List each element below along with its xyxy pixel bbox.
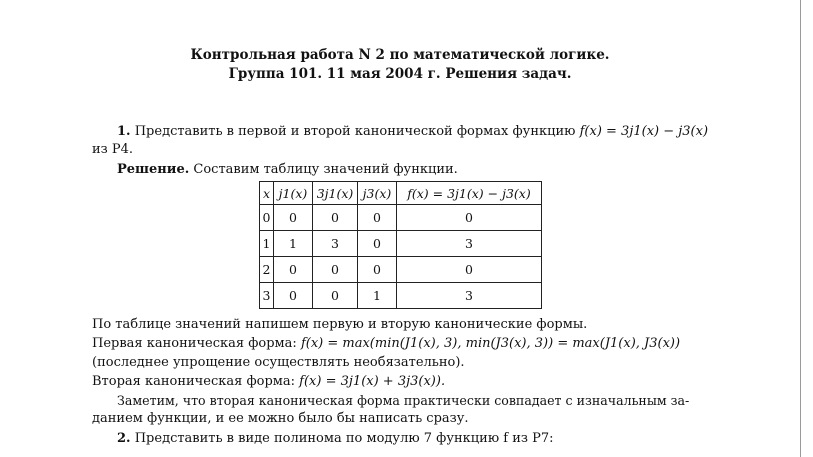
table-cell: 0 [358,205,397,231]
problem-2-number: 2. [117,431,131,446]
title-line-1: Контрольная работа N 2 по математической логике. [190,47,610,63]
second-form-label: Вторая каноническая форма: [92,374,296,389]
page-edge [800,0,801,457]
table-cell: 3 [260,283,274,309]
table-cell: 1 [260,231,274,257]
table-cell: 0 [274,283,313,309]
problem-1-formula: f(x) = 3j1(x) − j3(x) [579,124,709,139]
table-cell: 0 [274,205,313,231]
table-cell: 0 [313,257,358,283]
table-cell: 0 [313,283,358,309]
table-cell: 3 [397,231,542,257]
solution-text: Составим таблицу значений функции. [193,162,458,177]
table-cell: 0 [397,205,542,231]
table-row [260,257,542,283]
table-cell: 0 [260,205,274,231]
problem-1-line-1 [117,123,708,140]
table-header-row [260,182,542,205]
problem-1-number: 1. [117,124,131,139]
problem-1-text: Представить в первой и второй канонической формах функцию [134,124,576,139]
table-header: j3(x) [358,182,397,205]
table-cell: 0 [274,257,313,283]
second-canonical-form [92,373,445,390]
table-row [260,283,542,309]
table-cell: 2 [260,257,274,283]
table-cell: 0 [358,231,397,257]
solution-label: Решение. [117,162,190,177]
table-row [260,231,542,257]
document-title [0,46,800,84]
table-cell: 3 [397,283,542,309]
first-form-formula: f(x) = max(min(J1(x), 3), min(J3(x), 3)) = max(J1(x), J3(x)) [300,336,681,351]
table-cell: 0 [358,257,397,283]
problem-2-text: Представить в виде полинома по модулю 7 функцию f из P7: [134,431,554,446]
table-cell: 1 [274,231,313,257]
simplification-note: (последнее упрощение осуществлять необязательно). [92,355,465,370]
problem-2-line [117,430,554,447]
problem-1-line-2: из P4. [92,142,134,157]
remark-line-2: данием функции, и ее можно было бы написать сразу. [92,411,469,426]
table-row [260,205,542,231]
first-canonical-form [92,335,680,352]
solution-line [117,161,458,178]
after-table-line-1: По таблице значений напишем первую и вторую канонические формы. [92,317,588,332]
values-table [259,181,542,309]
table-header: f(x) = 3j1(x) − j3(x) [397,182,542,205]
second-form-formula: f(x) = 3j1(x) + 3j3(x)). [299,374,446,389]
table-cell: 0 [397,257,542,283]
first-form-label: Первая каноническая форма: [92,336,297,351]
table-cell: 1 [358,283,397,309]
table-cell: 3 [313,231,358,257]
title-line-2: Группа 101. 11 мая 2004 г. Решения задач. [228,66,572,82]
table-cell: 0 [313,205,358,231]
remark-line-1: Заметим, что вторая каноническая форма практически совпадает с изначальным за- [117,393,690,408]
table-header: j1(x) [274,182,313,205]
table-header: x [260,182,274,205]
table-header: 3j1(x) [313,182,358,205]
